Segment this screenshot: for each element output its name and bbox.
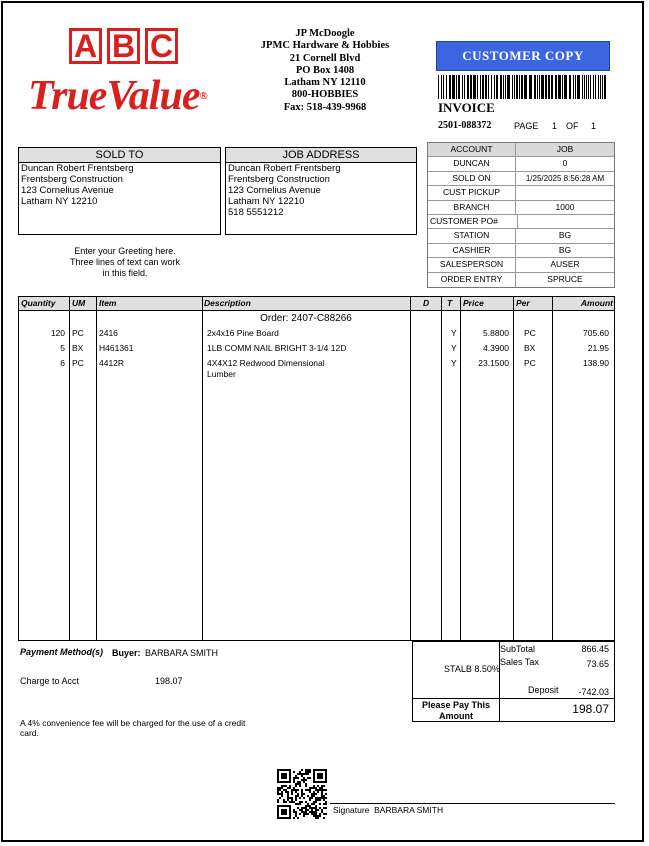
account-key: CUST PICKUP [428,186,516,199]
row-item: 4412R [99,358,125,368]
row-price: 4.3900 [483,343,509,353]
sold-to-line: 123 Cornelius Avenue [21,185,114,196]
account-value: 0 [562,158,568,169]
row-amount: 705.60 [583,328,609,338]
buyer-label: Buyer: [112,648,141,658]
signature-label: Signature [333,805,370,815]
account-row [428,172,614,186]
header-t: T [447,298,453,308]
row-taxable: Y [451,358,457,368]
account-key: CUSTOMER PO# [428,215,518,228]
tax-code: STALB 8.50% [444,664,500,674]
greeting-line: in this field. [102,268,148,278]
header-d: D [423,298,430,308]
please-pay-line: Please Pay This [421,700,491,710]
job-address-header: JOB ADDRESS [226,148,416,163]
row-quantity: 6 [60,358,65,368]
header-quantity: Quantity [21,298,56,308]
row-per: PC [524,328,536,338]
account-row [428,258,614,272]
sold-to-line: Latham NY 12210 [21,196,98,207]
invoice-number: 2501-088372 [438,120,492,131]
invoice-title: INVOICE [438,100,495,115]
account-key: SOLD ON [428,172,516,185]
store-line: 800-HOBBIES [291,89,359,101]
account-row [428,157,614,171]
row-price: 5.8800 [483,328,509,338]
account-value: BG [558,244,572,255]
account-row [428,186,614,200]
sales-tax-value: 73.65 [586,659,609,669]
barcode-icon [438,75,610,99]
store-line: Latham NY 12110 [284,77,366,89]
row-um: BX [72,343,84,353]
sold-to-box [18,147,221,235]
charge-to-acct-label: Charge to Acct [20,676,80,686]
row-amount: 138.90 [583,358,609,368]
row-item: H461361 [99,343,134,353]
account-key: ORDER ENTRY [428,273,516,287]
buyer-name: BARBARA SMITH [145,648,219,658]
job-address-line: 518 5551212 [228,207,284,218]
job-address-line: Latham NY 12210 [228,196,305,207]
account-value: 1/25/2025 8:56:28 AM [525,173,605,183]
account-info-table [427,142,615,288]
job-header: JOB [556,144,574,154]
job-address-box [225,147,417,235]
greeting-line: Three lines of text can work [69,257,181,267]
account-value: SPRUCE [547,273,583,284]
job-address-line: 123 Cornelius Avenue [228,185,321,196]
job-address-line: Frentsberg Construction [228,174,330,185]
header-description: Description [204,298,251,308]
row-per: BX [524,343,536,353]
account-row [428,229,614,243]
row-price: 23.1500 [478,358,509,368]
sold-to-line: Frentsberg Construction [21,174,123,185]
account-value: AUSER [550,259,580,270]
signature [333,805,443,815]
row-quantity: 5 [60,343,65,353]
account-row [428,201,614,215]
fee-note-line: card. [20,728,39,738]
please-pay-line: Amount [439,711,473,721]
deposit-label: Deposit [528,685,559,695]
deposit-value: -742.03 [578,687,609,697]
please-pay-label [413,700,499,722]
page-number: 1 [552,121,558,131]
of-label: OF [566,121,579,131]
store-line: JP McDoogle [295,28,355,39]
sales-tax-label: Sales Tax [500,657,539,667]
logo-letter-b: B [107,28,140,64]
header-item: Item [99,298,117,308]
job-address-line: Duncan Robert Frentsberg [228,163,341,174]
sold-to-header: SOLD TO [19,148,220,163]
account-key: DUNCAN [428,157,516,170]
row-description: 1LB COMM NAIL BRIGHT 3-1/4 12D [207,343,347,353]
account-value [516,186,614,199]
account-header-row [428,143,614,157]
row-um: PC [72,358,84,368]
account-row [428,244,614,258]
payment-method-label: Payment Method(s) [20,647,104,657]
header-price: Price [463,298,484,308]
row-description: 2x4x16 Pine Board [207,328,279,338]
row-taxable: Y [451,343,457,353]
page-count: 1 [591,121,597,131]
logo-letter-c: C [145,28,178,64]
customer-copy-badge: CUSTOMER COPY [436,41,610,71]
header-um: UM [72,298,86,308]
store-line: 21 Cornell Blvd [289,52,361,64]
account-key: BRANCH [428,201,516,214]
store-line: Fax: 518-439-9968 [283,101,367,113]
row-um: PC [72,328,84,338]
store-line: JPMC Hardware & Hobbies [260,40,390,52]
fee-note-line: A 4% convenience fee will be charged for the use of a credit [20,718,246,728]
account-value [518,215,614,228]
page-label: PAGE [514,121,539,131]
account-value: BG [558,230,572,241]
sold-to-line: Duncan Robert Frentsberg [21,163,134,174]
account-key: SALESPERSON [428,258,516,271]
charge-amount: 198.07 [155,676,183,686]
qr-code-icon [277,769,327,819]
order-number: Order: 2407-C88266 [260,313,352,324]
row-description: 4X4X12 Redwood Dimensional [207,358,325,368]
subtotal-label: SubTotal [500,644,536,654]
row-taxable: Y [451,328,457,338]
row-quantity: 120 [50,328,65,338]
row-amount: 21.95 [587,343,609,353]
greeting-line: Enter your Greeting here. [74,246,176,256]
account-key: CASHIER [428,244,516,257]
account-header: ACCOUNT [428,143,516,156]
row-item: 2416 [99,328,118,338]
account-value: 1000 [555,201,575,212]
row-description-cont: Lumber [207,369,236,379]
signature-line [330,803,615,804]
store-address [250,28,400,114]
account-row [428,273,614,287]
greeting-text [40,246,210,279]
line-items-table [18,296,615,641]
amount-due: 198.07 [572,702,609,716]
totals-box [412,641,615,722]
convenience-fee-note [20,718,245,738]
signature-name: BARBARA SMITH [374,805,444,815]
header-per: Per [516,298,530,308]
subtotal-value: 866.45 [581,644,609,654]
account-key: STATION [428,229,516,242]
account-row [428,215,614,229]
row-per: PC [524,358,536,368]
logo-letter-a: A [69,28,102,64]
header-amount: Amount [580,298,613,308]
store-line: PO Box 1408 [295,64,355,76]
logo-brand: TrueValue® [28,73,207,119]
